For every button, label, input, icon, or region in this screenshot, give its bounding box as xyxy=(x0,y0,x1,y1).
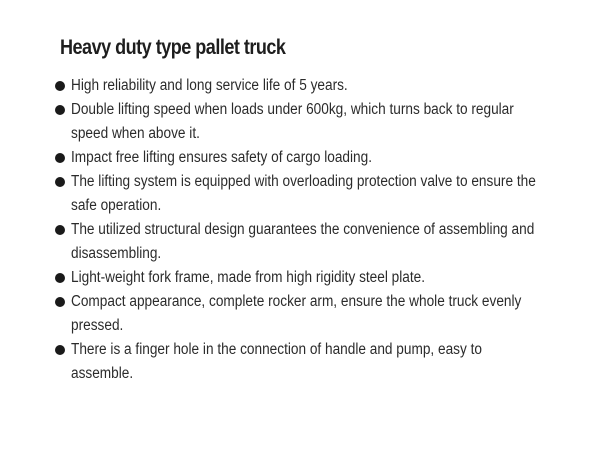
bullet-icon xyxy=(55,105,65,115)
feature-line: Compact appearance, complete rocker arm, ensure the whole truck evenly xyxy=(71,293,522,310)
bullet-icon xyxy=(55,153,65,163)
feature-line: assemble. xyxy=(71,365,134,382)
bullet-icon xyxy=(55,177,65,187)
feature-item xyxy=(55,98,595,146)
feature-item xyxy=(55,146,595,170)
bullet-icon xyxy=(55,81,65,91)
feature-line: disassembling. xyxy=(71,245,162,262)
feature-item xyxy=(55,266,595,290)
feature-item xyxy=(55,338,595,386)
feature-item xyxy=(55,290,595,338)
page-title: Heavy duty type pallet truck xyxy=(60,36,286,59)
feature-item xyxy=(55,218,595,266)
feature-line: Double lifting speed when loads under 600kg, which turns back to regular xyxy=(71,101,514,118)
feature-item xyxy=(55,74,595,98)
bullet-icon xyxy=(55,273,65,283)
feature-line: pressed. xyxy=(71,317,124,334)
bullet-icon xyxy=(55,297,65,307)
bullet-icon xyxy=(55,345,65,355)
feature-line: High reliability and long service life of 5 years. xyxy=(71,77,348,94)
feature-line: Light-weight fork frame, made from high rigidity steel plate. xyxy=(71,269,426,286)
feature-line: There is a finger hole in the connection of handle and pump, easy to xyxy=(71,341,482,358)
feature-line: Impact free lifting ensures safety of cargo loading. xyxy=(71,149,373,166)
feature-list xyxy=(55,74,595,386)
feature-line: The lifting system is equipped with overloading protection valve to ensure the xyxy=(71,173,536,190)
feature-line: The utilized structural design guarantees the convenience of assembling and xyxy=(71,221,535,238)
feature-line: speed when above it. xyxy=(71,125,200,142)
bullet-icon xyxy=(55,225,65,235)
feature-item xyxy=(55,170,595,218)
feature-line: safe operation. xyxy=(71,197,162,214)
